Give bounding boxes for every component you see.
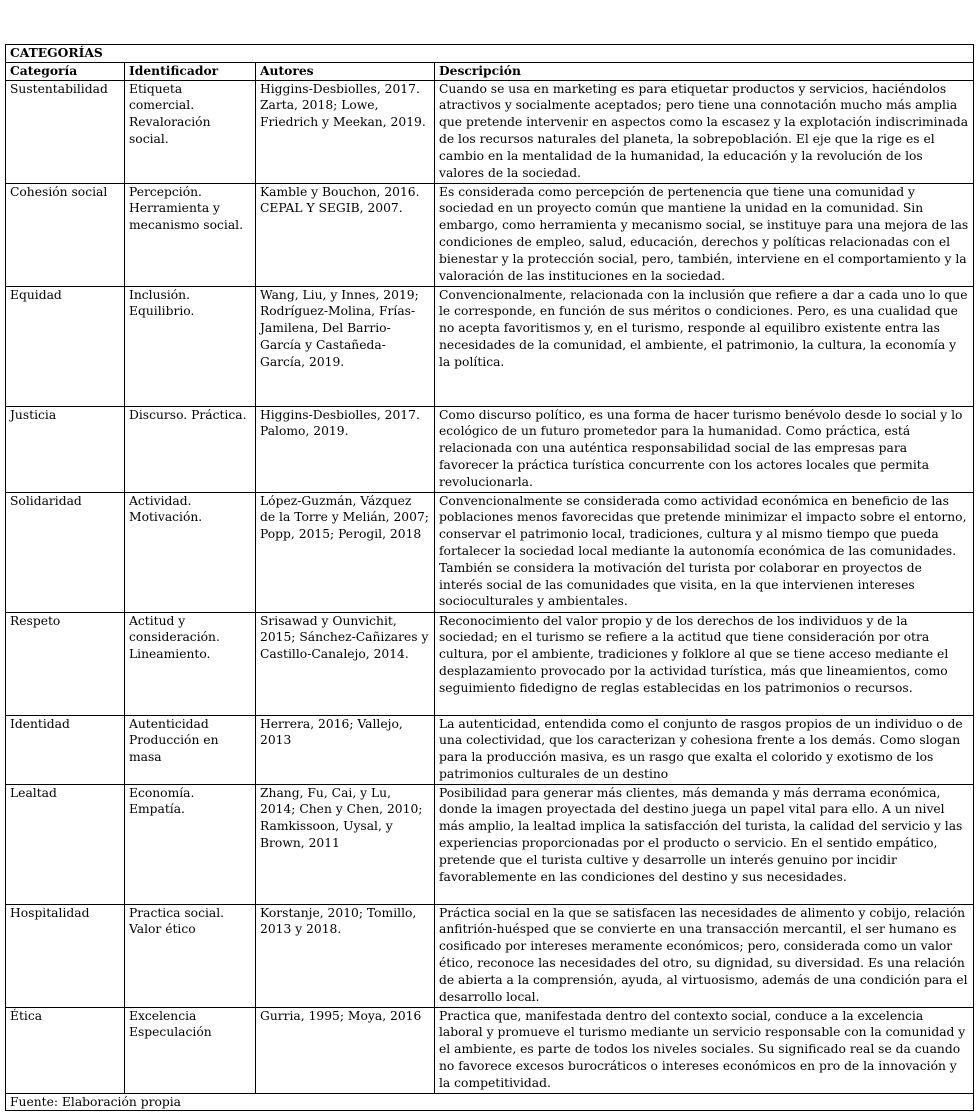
- cell-identificador: Percepción. Herramienta y mecanismo social.: [125, 183, 256, 286]
- cell-identificador: Excelencia Especulación: [125, 1007, 256, 1093]
- cell-descripcion: La autenticidad, entendida como el conjunto de rasgos propios de un individuo o de una colectividad, que los caracterizan y cohesiona frente a los demás. Como slogan para la producción masiva, es un rasgo que exalta el colorido y exotismo de los patrimonios culturales de un destino: [435, 715, 974, 784]
- cell-autores: Wang, Liu, y Innes, 2019; Rodríguez-Molina, Frías-Jamilena, Del Barrio-García y Castañeda-García, 2019.: [256, 286, 435, 406]
- cell-categoria: Justicia: [6, 406, 125, 492]
- cell-identificador: Economía. Empatía.: [125, 784, 256, 904]
- cell-autores: López-Guzmán, Vázquez de la Torre y Melián, 2007; Popp, 2015; Perogil, 2018: [256, 492, 435, 612]
- header-descripcion: Descripción: [435, 62, 974, 80]
- cell-categoria: Equidad: [6, 286, 125, 406]
- cell-identificador: Actividad. Motivación.: [125, 492, 256, 612]
- cell-autores: Higgins-Desbiolles, 2017. Zarta, 2018; Lowe, Friedrich y Meekan, 2019.: [256, 80, 435, 183]
- cell-identificador: Etiqueta comercial. Revaloración social.: [125, 80, 256, 183]
- table-row: [6, 904, 974, 1007]
- cell-categoria: Hospitalidad: [6, 904, 125, 1007]
- cell-descripcion: Como discurso político, es una forma de hacer turismo benévolo desde lo social y lo ecológico de un futuro prometedor para la humanidad. Como práctica, está relacionada con una auténtica responsabilidad social de las empresas para favorecer la práctica turística concurrente con los actores locales que permita revolucionarla.: [435, 406, 974, 492]
- cell-autores: Srisawad y Ounvichit, 2015; Sánchez-Cañizares y Castillo-Canalejo, 2014.: [256, 612, 435, 715]
- cell-categoria: Cohesión social: [6, 183, 125, 286]
- cell-autores: Higgins-Desbiolles, 2017. Palomo, 2019.: [256, 406, 435, 492]
- cell-identificador: Autenticidad Producción en masa: [125, 715, 256, 784]
- table-header-row: [6, 62, 974, 80]
- table-footer-row: [6, 1093, 974, 1111]
- cell-categoria: Identidad: [6, 715, 125, 784]
- cell-identificador: Inclusión. Equilibrio.: [125, 286, 256, 406]
- table-row: [6, 183, 974, 286]
- table-row: [6, 784, 974, 904]
- document-page: [5, 44, 973, 1111]
- cell-autores: Kamble y Bouchon, 2016. CEPAL Y SEGIB, 2007.: [256, 183, 435, 286]
- table-title-row: [6, 45, 974, 63]
- cell-autores: Gurria, 1995; Moya, 2016: [256, 1007, 435, 1093]
- cell-identificador: Practica social. Valor ético: [125, 904, 256, 1007]
- cell-identificador: Actitud y consideración. Lineamiento.: [125, 612, 256, 715]
- cell-categoria: Ética: [6, 1007, 125, 1093]
- table-row: [6, 406, 974, 492]
- table-row: [6, 80, 974, 183]
- table-row: [6, 286, 974, 406]
- cell-descripcion: Es considerada como percepción de pertenencia que tiene una comunidad y sociedad en un proyecto común que mantiene la unidad en la comunidad. Sin embargo, como herramienta y mecanismo social, se instituye para una mejora de las condiciones de empleo, salud, educación, derechos y políticas relacionadas con el bienestar y la protección social, pero, también, interviene en el comportamiento y la valoración de las instituciones en la sociedad.: [435, 183, 974, 286]
- cell-descripcion: Convencionalmente, relacionada con la inclusión que refiere a dar a cada uno lo que le corresponde, en función de sus méritos o condiciones. Pero, es una cualidad que no acepta favoritismos y, en el turismo, responde al equilibro existente entra las necesidades de la comunidad, el ambiente, el patrimonio, la cultura, la economía y la política.: [435, 286, 974, 406]
- cell-identificador: Discurso. Práctica.: [125, 406, 256, 492]
- table-row: [6, 612, 974, 715]
- cell-descripcion: Reconocimiento del valor propio y de los derechos de los individuos y de la sociedad; en el turismo se refiere a la actitud que tiene consideración por otra cultura, por el ambiente, tradiciones y folklore al que se tiene acceso mediante el desplazamiento provocado por la actividad turística, más que lineamientos, como seguimiento fidedigno de reglas establecidas en los patrimonios o recursos.: [435, 612, 974, 715]
- cell-descripcion: Posibilidad para generar más clientes, más demanda y más derrama económica, donde la imagen proyectada del destino juega un papel vital para ello. A un nivel más amplio, la lealtad implica la satisfacción del turista, la calidad del servicio y las experiencias proporcionadas por el producto o servicio. En el sentido empático, pretende que el turista cultive y desarrolle un interés genuino por incidir favorablemente en las condiciones del destino y sus necesidades.: [435, 784, 974, 904]
- header-categoria: Categoría: [6, 62, 125, 80]
- cell-autores: Herrera, 2016; Vallejo, 2013: [256, 715, 435, 784]
- cell-descripcion: Practica que, manifestada dentro del contexto social, conduce a la excelencia laboral y promueve el turismo mediante un servicio responsable con la comunidad y el ambiente, es parte de todos los niveles sociales. Su significado real se da cuando no favorece excesos burocráticos o intereses económicos en pro de la innovación y la competitividad.: [435, 1007, 974, 1093]
- table-title: CATEGORÍAS: [6, 45, 974, 63]
- cell-autores: Zhang, Fu, Cai, y Lu, 2014; Chen y Chen, 2010; Ramkissoon, Uysal, y Brown, 2011: [256, 784, 435, 904]
- cell-descripcion: Práctica social en la que se satisfacen las necesidades de alimento y cobijo, relación anfitrión-huésped que se convierte en una transacción mercantil, el ser humano es cosificado por intereses meramente económicos; pero, considerada como un valor ético, reconoce las necesidades del otro, su dignidad, su diversidad. Es una relación de abierta a la comprensión, ayuda, al virtuosismo, además de una condición para el desarrollo local.: [435, 904, 974, 1007]
- table-row: [6, 492, 974, 612]
- cell-categoria: Respeto: [6, 612, 125, 715]
- cell-categoria: Sustentabilidad: [6, 80, 125, 183]
- cell-categoria: Solidaridad: [6, 492, 125, 612]
- cell-autores: Korstanje, 2010; Tomillo, 2013 y 2018.: [256, 904, 435, 1007]
- cell-descripcion: Convencionalmente se considerada como actividad económica en beneficio de las poblaciones menos favorecidas que pretende minimizar el impacto sobre el entorno, conservar el patrimonio local, tradiciones, cultura y al mismo tiempo que pueda fortalecer la sociedad local mediante la autonomía económica de las comunidades. También se considera la motivación del turista por colaborar en proyectos de interés social de las comunidades que visita, en la que intervienen intereses socioculturales y ambientales.: [435, 492, 974, 612]
- table-row: [6, 1007, 974, 1093]
- header-autores: Autores: [256, 62, 435, 80]
- categories-table: [5, 44, 974, 1111]
- cell-descripcion: Cuando se usa en marketing es para etiquetar productos y servicios, haciéndolos atractivos y socialmente aceptados; pero tiene una connotación mucho más amplia que pretende intervenir en aspectos como la escasez y la explotación indiscriminada de los recursos naturales del planeta, la sobrepoblación. El eje que la rige es el cambio en la mentalidad de la humanidad, la educación y la revolución de los valores de la sociedad.: [435, 80, 974, 183]
- table-footer: Fuente: Elaboración propia: [6, 1093, 974, 1111]
- table-row: [6, 715, 974, 784]
- header-identificador: Identificador: [125, 62, 256, 80]
- cell-categoria: Lealtad: [6, 784, 125, 904]
